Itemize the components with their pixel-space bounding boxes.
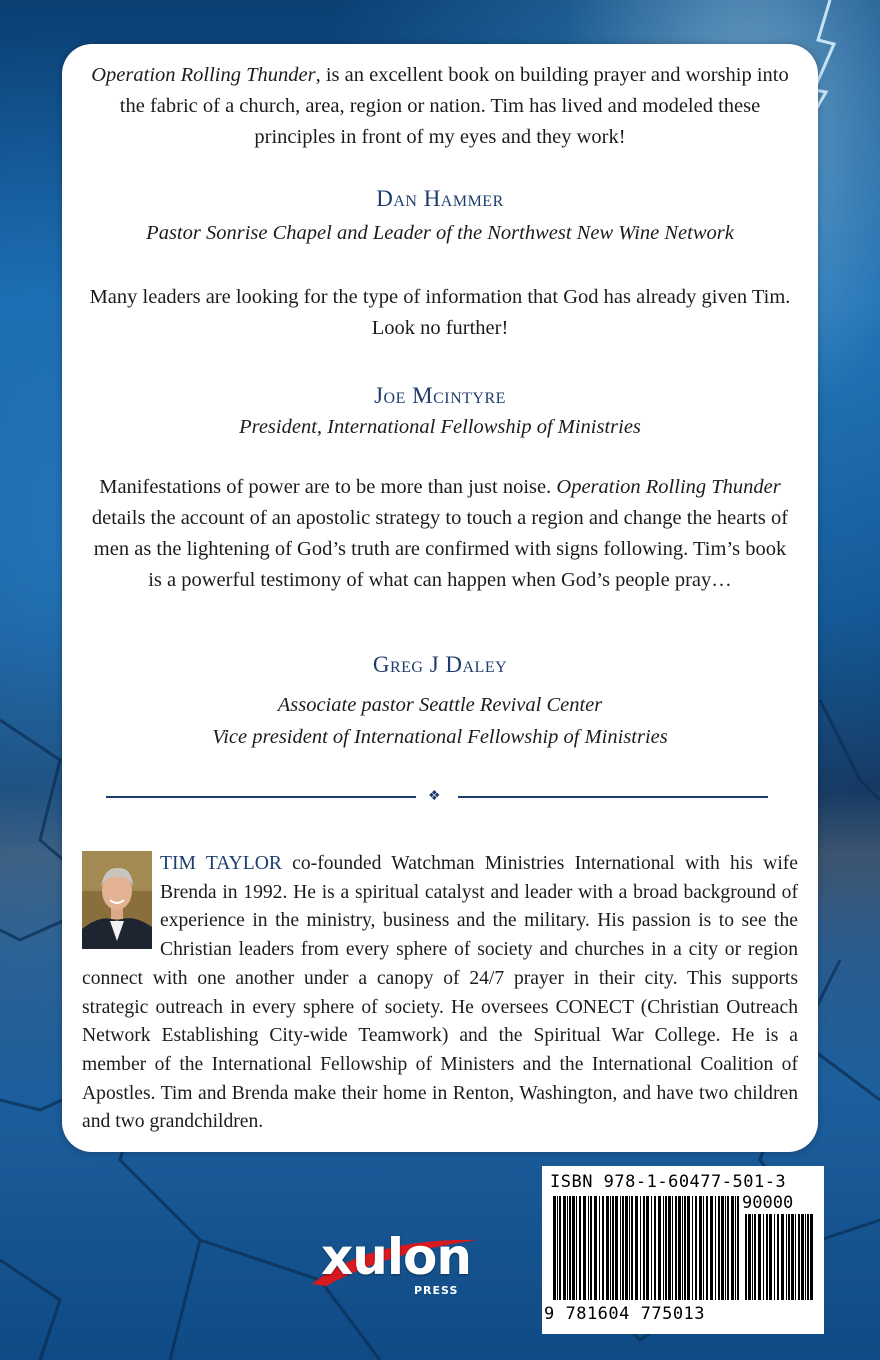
barcode-bar	[763, 1214, 764, 1300]
barcode-bar	[766, 1214, 768, 1300]
barcode-bar	[588, 1196, 589, 1300]
diamond-ornament-icon: ❖	[428, 788, 441, 804]
barcode-bar	[651, 1196, 652, 1300]
barcode-bar	[801, 1214, 804, 1300]
barcode-bar	[795, 1214, 796, 1300]
barcode-bar	[810, 1214, 813, 1300]
barcode-bar	[706, 1196, 708, 1300]
barcode-bar	[640, 1196, 641, 1300]
barcode-bar	[788, 1214, 790, 1300]
barcode-bar	[553, 1196, 556, 1300]
barcode-bar	[805, 1214, 806, 1300]
barcode-bar	[727, 1196, 729, 1300]
barcode-bar	[606, 1196, 609, 1300]
barcode-bar	[563, 1196, 566, 1300]
testimonial-quote-2: Many leaders are looking for the type of information that God has already given Tim. Look no further!	[89, 286, 791, 339]
barcode-bar	[612, 1196, 614, 1300]
barcode-main	[552, 1196, 740, 1300]
barcode-bar	[672, 1196, 673, 1300]
barcode-bar	[731, 1196, 734, 1300]
barcode-bar	[599, 1196, 600, 1300]
barcode-bar	[643, 1196, 645, 1300]
testimonial-quote-1: Operation Rolling Thunder, is an excellent book on building prayer and worship into the fabric of a church, area, region or nation. Tim has lived and modeled these principles in front of my eyes and they work!	[91, 64, 789, 148]
book-title: Operation Rolling Thunder	[556, 476, 781, 498]
barcode-bar	[590, 1196, 592, 1300]
testimonial-role-2-text: President, International Fellowship of Ministries	[239, 416, 641, 438]
barcode-bar	[758, 1214, 761, 1300]
testimonial-name-3: Greg J Daley	[372, 652, 508, 677]
barcode-bar	[583, 1196, 586, 1300]
barcode-bar	[721, 1196, 724, 1300]
barcode-bar	[715, 1196, 716, 1300]
barcode-bar	[557, 1196, 558, 1300]
barcode-bar	[791, 1214, 794, 1300]
barcode-bar	[692, 1196, 693, 1300]
barcode-bar	[576, 1196, 577, 1300]
barcode-bar	[699, 1196, 702, 1300]
barcode-bar	[620, 1196, 621, 1300]
publisher-logo	[306, 1226, 486, 1306]
barcode-digits: 9 781604 775013	[544, 1304, 706, 1324]
section-divider	[106, 788, 768, 804]
barcode-bar	[579, 1196, 581, 1300]
barcode-bar	[786, 1214, 787, 1300]
barcode-bar	[572, 1196, 575, 1300]
author-bio: TIM TAYLOR co-founded Watchman Ministries International with his wife Brenda in 1992. He is a spiritual catalyst and leader with a broad background of experience in the ministry, business and the military. His passion is to see the Christian leaders from every sphere of society and churches in a city or region connect with one another under a canopy of 24/7 prayer in their city. This supports strategic outreach in every sphere of society. He oversees CONECT (Christian Outreach Network Establishing City-wide Teamwork) and the Spiritual War College. He is a member of the International Fellowship of Ministers and the International Coalition of Apostles. Tim and Brenda make their home in Renton, Washington, and have two children and two grandchildren.	[82, 853, 798, 1133]
barcode-bar	[682, 1196, 683, 1300]
barcode-bar	[615, 1196, 618, 1300]
testimonial-name-2: Joe Mcintyre	[374, 383, 506, 408]
barcode-bar	[610, 1196, 611, 1300]
barcode-bar	[695, 1196, 697, 1300]
barcode-bar	[774, 1214, 775, 1300]
barcode-bar	[798, 1214, 800, 1300]
publisher-sub: PRESS	[414, 1284, 459, 1297]
book-title: Operation Rolling Thunder	[91, 64, 316, 86]
barcode-bar	[678, 1196, 681, 1300]
barcode-bar	[754, 1214, 756, 1300]
publisher-name: xulon	[321, 1228, 471, 1286]
barcode-bar	[622, 1196, 624, 1300]
testimonial-role-3b: Vice president of International Fellowship of Ministries	[212, 726, 668, 748]
barcode-bar	[684, 1196, 686, 1300]
barcode-bar	[752, 1214, 753, 1300]
isbn-barcode-box	[542, 1166, 824, 1334]
barcode-bar	[703, 1196, 704, 1300]
barcode-bar	[665, 1196, 667, 1300]
barcode-bar	[602, 1196, 604, 1300]
barcode-bar	[569, 1196, 571, 1300]
barcode-bar	[737, 1196, 739, 1300]
barcode-bar	[687, 1196, 690, 1300]
barcode-bar	[710, 1196, 713, 1300]
barcode-bar	[594, 1196, 597, 1300]
barcode-bar	[559, 1196, 561, 1300]
barcode-bar	[646, 1196, 649, 1300]
barcode-bar	[658, 1196, 661, 1300]
barcode-bar	[725, 1196, 726, 1300]
barcode-addon	[744, 1214, 816, 1300]
barcode-bar	[675, 1196, 677, 1300]
author-photo	[82, 851, 152, 949]
barcode-bar	[625, 1196, 628, 1300]
price-code: 90000	[742, 1193, 794, 1213]
barcode-bar	[718, 1196, 720, 1300]
barcode-bar	[663, 1196, 664, 1300]
barcode-bar	[654, 1196, 656, 1300]
barcode-bar	[781, 1214, 784, 1300]
testimonial-name-1: Dan Hammer	[376, 186, 504, 211]
testimonial-quote-3: Manifestations of power are to be more than just noise. Operation Rolling Thunder details the account of an apostolic strategy to touch a region and change the hearts of men as the lightening of God’s truth are confirmed with signs following. Tim’s book is a powerful testimony of what can happen when God’s people pray…	[91, 476, 789, 591]
testimonial-role-1: Pastor Sonrise Chapel and Leader of the Northwest New Wine Network	[146, 222, 734, 244]
barcode-bar	[635, 1196, 638, 1300]
barcode-bar	[745, 1214, 747, 1300]
barcode-bar	[567, 1196, 568, 1300]
barcode-bar	[807, 1214, 809, 1300]
barcode-bar	[631, 1196, 633, 1300]
barcode-bar	[629, 1196, 630, 1300]
barcode-bar	[735, 1196, 736, 1300]
author-name: TIM TAYLOR	[160, 853, 282, 874]
barcode-bar	[769, 1214, 772, 1300]
barcode-bar	[748, 1214, 751, 1300]
isbn-label: ISBN 978-1-60477-501-3	[550, 1172, 787, 1192]
barcode-bar	[777, 1214, 779, 1300]
content-panel	[62, 44, 818, 1152]
testimonial-role-3a: Associate pastor Seattle Revival Center	[277, 694, 603, 716]
barcode-bar	[668, 1196, 671, 1300]
